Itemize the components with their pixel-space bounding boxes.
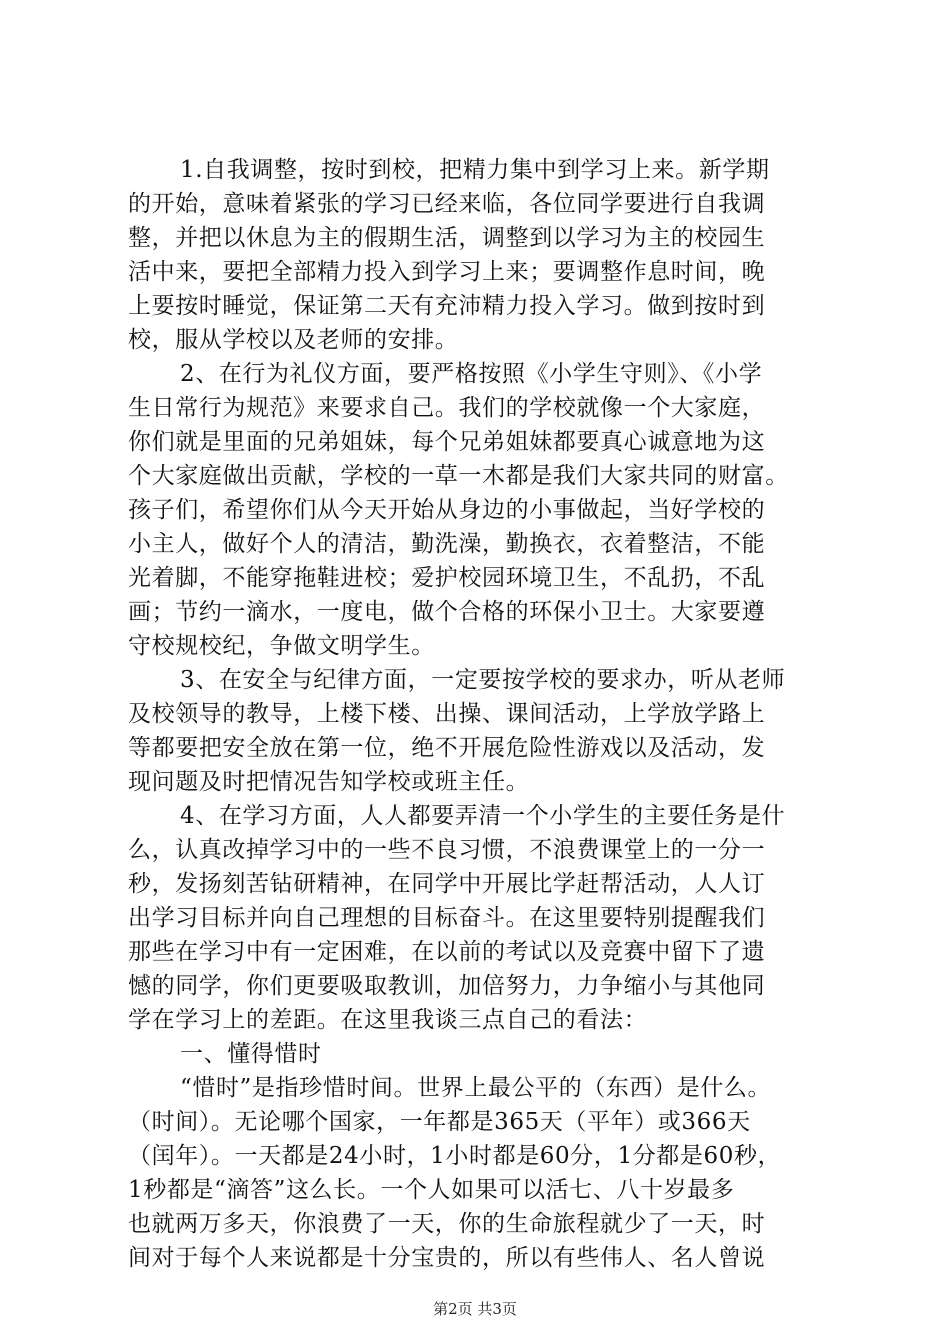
text-line: 及校领导的教导，上楼下楼、出操、课间活动，上学放学路上 — [128, 701, 766, 727]
text-line: 那些在学习中有一定困难，在以前的考试以及竞赛中留下了遗 — [128, 939, 766, 965]
text-line: 生日常行为规范》来要求自己。我们的学校就像一个大家庭， — [128, 395, 766, 421]
text-line: 守校规校纪，争做文明学生。 — [128, 633, 435, 659]
text-line: 个大家庭做出贡献，学校的一草一木都是我们大家共同的财富。 — [128, 463, 789, 489]
text-line: 4、在学习方面，人人都要弄清一个小学生的主要任务是什 — [180, 803, 786, 829]
text-line: 么，认真改掉学习中的一些不良习惯，不浪费课堂上的一分一 — [128, 837, 766, 863]
text-line: （时间）。无论哪个国家，一年都是365天（平年）或366天 — [128, 1109, 751, 1135]
text-line: 1秒都是“滴答”这么长。一个人如果可以活七、八十岁最多 — [128, 1177, 735, 1203]
text-line: 现问题及时把情况告知学校或班主任。 — [128, 769, 530, 795]
text-line: 1.自我调整，按时到校，把精力集中到学习上来。新学期 — [180, 157, 770, 183]
text-line: 出学习目标并向自己理想的目标奋斗。在这里要特别提醒我们 — [128, 905, 766, 931]
text-line: 间对于每个人来说都是十分宝贵的，所以有些伟人、名人曾说 — [128, 1245, 766, 1271]
text-line: 孩子们，希望你们从今天开始从身边的小事做起，当好学校的 — [128, 497, 766, 523]
text-line: 学在学习上的差距。在这里我谈三点自己的看法： — [128, 1007, 648, 1033]
text-line: 的开始，意味着紧张的学习已经来临，各位同学要进行自我调 — [128, 191, 766, 217]
text-line: 画；节约一滴水，一度电，做个合格的环保小卫士。大家要遵 — [128, 599, 766, 625]
text-line: 光着脚，不能穿拖鞋进校；爱护校园环境卫生，不乱扔，不乱 — [128, 565, 766, 591]
text-line: 上要按时睡觉，保证第二天有充沛精力投入学习。做到按时到 — [128, 293, 766, 319]
text-line: “惜时”是指珍惜时间。世界上最公平的（东西）是什么。 — [180, 1075, 772, 1101]
text-line: 2、在行为礼仪方面，要严格按照《小学生守则》、《小学 — [180, 361, 763, 387]
text-line: 一、懂得惜时 — [180, 1041, 322, 1067]
text-line: （闰年）。一天都是24小时，1小时都是60分，1分都是60秒， — [128, 1143, 782, 1169]
page-number-footer: 第2页 共3页 — [433, 1300, 517, 1318]
text-line: 小主人，做好个人的清洁，勤洗澡，勤换衣，衣着整洁，不能 — [128, 531, 766, 557]
text-line: 校，服从学校以及老师的安排。 — [128, 327, 459, 353]
text-line: 秒，发扬刻苦钻研精神，在同学中开展比学赶帮活动，人人订 — [128, 871, 766, 897]
text-line: 也就两万多天，你浪费了一天，你的生命旅程就少了一天，时 — [128, 1211, 766, 1237]
document-body — [128, 153, 840, 1275]
text-line: 整，并把以休息为主的假期生活，调整到以学习为主的校园生 — [128, 225, 766, 251]
text-line: 等都要把安全放在第一位，绝不开展危险性游戏以及活动，发 — [128, 735, 766, 761]
text-line: 你们就是里面的兄弟姐妹，每个兄弟姐妹都要真心诚意地为这 — [128, 429, 766, 455]
text-line: 憾的同学，你们更要吸取教训，加倍努力，力争缩小与其他同 — [128, 973, 766, 999]
text-line: 活中来，要把全部精力投入到学习上来；要调整作息时间，晚 — [128, 259, 766, 285]
text-line: 3、在安全与纪律方面，一定要按学校的要求办，听从老师 — [180, 667, 786, 693]
